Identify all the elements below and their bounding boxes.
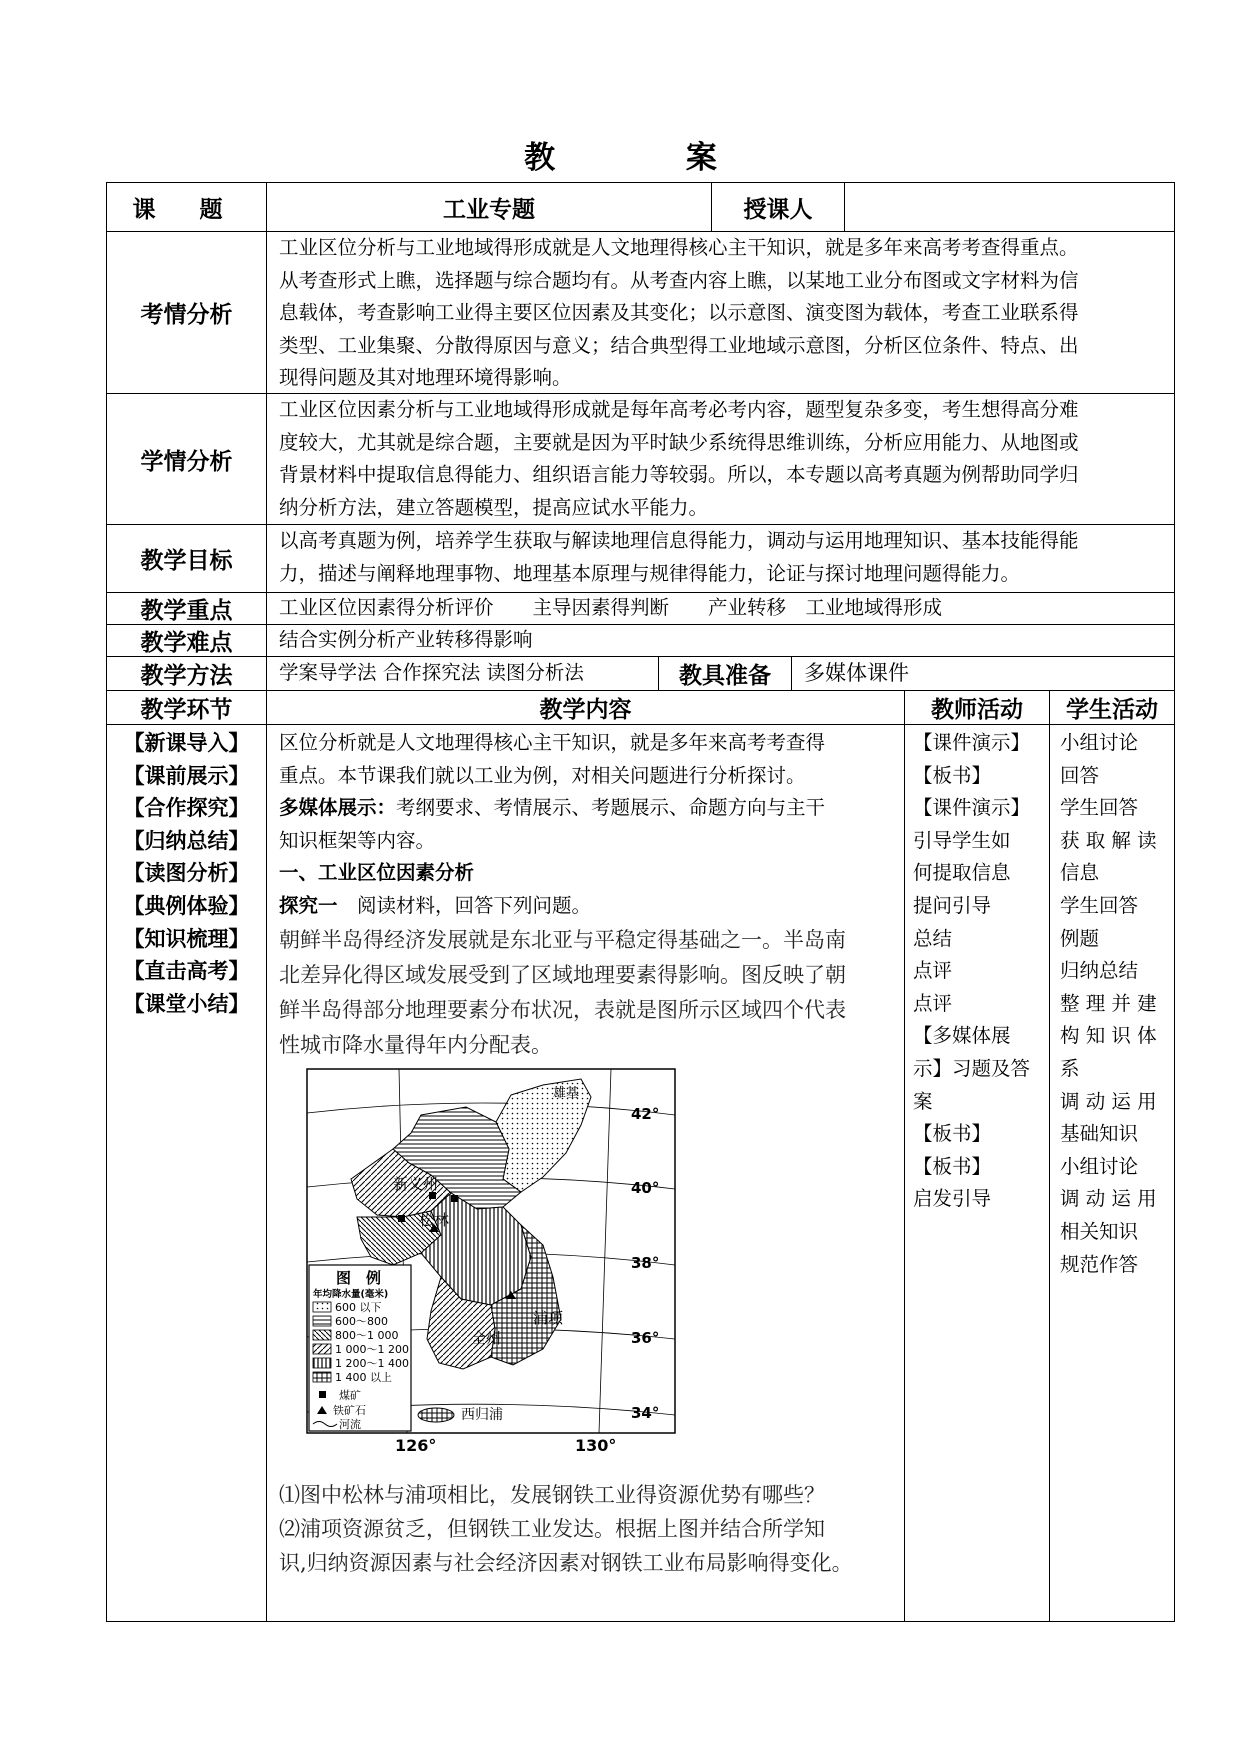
city-label: 浦项 <box>533 1308 564 1327</box>
city-label: 新义州 <box>393 1174 439 1193</box>
student-activity: 调 动 运 用 <box>1060 1187 1157 1211</box>
city-label: 西归浦 <box>461 1406 503 1423</box>
city-label: 全州 <box>471 1328 502 1347</box>
student-activity: 相关知识 <box>1060 1219 1139 1243</box>
objectives-text <box>266 524 1175 593</box>
teacher-activity: 【板书】 <box>913 1154 992 1178</box>
topic-label-cell <box>106 182 267 232</box>
text-line: 息载体，考查影响工业得主要区位因素及其变化；以示意图、演变图为载体，考查工业联系得 <box>279 301 1079 325</box>
text-line: 工业区位分析与工业地域得形成就是人文地理得核心主干知识，就是多年来高考考查得重点。 <box>279 236 1079 259</box>
material-line: 性城市降水量得年内分配表。 <box>279 1032 552 1057</box>
objectives-label: 教学目标 <box>140 547 233 574</box>
step-item: 【新课导入】 <box>123 730 250 755</box>
student-activity: 整 理 并 建 <box>1060 991 1157 1015</box>
city-label: 松林 <box>419 1210 450 1229</box>
teacher-header: 教师活动 <box>904 690 1050 725</box>
exam-analysis-text <box>266 231 1175 394</box>
student-activity: 系 <box>1060 1056 1080 1080</box>
legend-title: 图 例 <box>336 1268 382 1287</box>
key-points-text: 工业区位因素得分析评价 主导因素得判断 产业转移 工业地域得形成 <box>266 592 1175 625</box>
lon-label: 126° <box>395 1435 437 1455</box>
text-line: 背景材料中提取信息得能力、组织语言能力等较弱。所以，本专题以高考真题为例帮助同学归 <box>279 463 1079 487</box>
step-item: 【典例体验】 <box>123 892 250 918</box>
teacher-activity: 点评 <box>913 991 953 1015</box>
teacher-activity: 【课件演示】 <box>913 796 1031 820</box>
student-activity: 规范作答 <box>1060 1252 1139 1276</box>
student-activity: 学生回答 <box>1060 796 1139 820</box>
lat-label: 34° <box>631 1403 660 1422</box>
teacher-value-cell <box>844 182 1175 232</box>
media-label: 多媒体展示： <box>279 796 397 820</box>
legend-item: 1 000～1 200 <box>335 1342 409 1356</box>
legend-item: 600 以下 <box>335 1300 382 1314</box>
teacher-activity: 何提取信息 <box>913 861 1011 885</box>
explore-line <box>279 890 896 923</box>
text-line: 度较大，尤其就是综合题，主要就是因为平时缺少系统得思维训练，分析应用能力、从地图或 <box>279 430 1079 454</box>
jeju-island <box>418 1408 454 1422</box>
step-item: 【直击高考】 <box>123 958 250 984</box>
student-activity: 调 动 运 用 <box>1060 1089 1157 1113</box>
exam-analysis-label-cell <box>106 231 267 394</box>
legend-subtitle: 年均降水量(毫米) <box>313 1288 389 1300</box>
section-title: 一、工业区位因素分析 <box>279 861 475 885</box>
methods-label: 教学方法 <box>140 662 233 689</box>
text-line: 力，描述与阐释地理事物、地理基本原理与规律得能力，论证与探讨地理问题得能力。 <box>279 561 1021 585</box>
material-line: 朝鲜半岛得经济发展就是东北亚与平稳定得基础之一。半岛南 <box>279 927 846 952</box>
teacher-activity: 引导学生如 <box>913 828 1011 852</box>
legend-item: 600～800 <box>335 1314 388 1328</box>
tools-label-cell <box>658 656 792 691</box>
teacher-activity: 【课件演示】 <box>913 731 1031 754</box>
intro-line: 区位分析就是人文地理得核心主干知识，就是多年来高考考查得 <box>279 731 826 754</box>
step-item: 【课前展示】 <box>123 762 250 788</box>
difficulties-label: 教学难点 <box>140 629 233 656</box>
teacher-label: 授课人 <box>743 195 813 223</box>
student-activities-column <box>1049 724 1175 1622</box>
text-line: 类型、工业集聚、分散得原因与意义；结合典型得工业地域示意图，分析区位条件、特点、出 <box>279 333 1079 357</box>
lat-label: 40° <box>631 1178 660 1197</box>
teacher-activity: 【多媒体展 <box>913 1024 1011 1048</box>
coal-mine-icon <box>319 1391 326 1398</box>
coal-mine-icon <box>451 1195 458 1202</box>
media-line <box>279 792 896 825</box>
methods-label-cell <box>106 656 267 691</box>
teacher-activity: 点评 <box>913 959 953 983</box>
step-item: 【合作探究】 <box>123 795 250 821</box>
student-activity: 例题 <box>1060 926 1100 950</box>
intro-line: 重点。本节课我们就以工业为例，对相关问题进行分析探讨。 <box>279 763 806 787</box>
page-title: 教 案 <box>524 140 777 176</box>
text-line: 现得问题及其对地理环境得影响。 <box>279 366 572 390</box>
step-item: 【归纳总结】 <box>123 827 250 853</box>
coal-mine-icon <box>398 1215 405 1222</box>
lat-label: 36° <box>631 1328 660 1347</box>
legend-item: 1 200～1 400 <box>335 1356 409 1370</box>
text-line: 工业区位因素分析与工业地域得形成就是每年高考必考内容，题型复杂多变，考生想得高分难 <box>279 398 1079 421</box>
student-activity: 构 知 识 体 <box>1060 1024 1157 1048</box>
topic-label: 课 题 <box>132 195 241 223</box>
teacher-activity: 【板书】 <box>913 1122 992 1146</box>
material-line: 鲜半岛得部分地理要素分布状况，表就是图所示区域四个代表 <box>279 997 846 1022</box>
legend-symbol: 铁矿石 <box>333 1403 366 1417</box>
student-analysis-text <box>266 393 1175 525</box>
teacher-activity: 提问引导 <box>913 893 992 917</box>
student-activity: 信息 <box>1060 861 1100 885</box>
step-item: 【知识梳理】 <box>123 925 250 951</box>
student-activity: 获 取 解 读 <box>1060 828 1157 852</box>
student-activity: 基础知识 <box>1060 1122 1139 1146</box>
teacher-activity: 案 <box>913 1089 933 1113</box>
lat-label: 38° <box>631 1253 660 1272</box>
teacher-activity: 示】习题及答 <box>913 1056 1031 1080</box>
teacher-activities-column <box>904 724 1050 1622</box>
text-line: 从考查形式上瞧，选择题与综合题均有。从考查内容上瞧，以某地工业分布图或文字材料为信 <box>279 268 1079 292</box>
question-line: 识,归纳资源因素与社会经济因素对钢铁工业布局影响得变化。 <box>279 1550 853 1575</box>
student-activity: 归纳总结 <box>1060 959 1139 983</box>
topic-value-cell <box>266 182 712 232</box>
explore-text: 阅读材料，回答下列问题。 <box>337 893 592 917</box>
student-activity: 小组讨论 <box>1060 731 1139 754</box>
student-header: 学生活动 <box>1049 690 1175 725</box>
question-line: ⑴图中松林与浦项相比，发展钢铁工业得资源优势有哪些？ <box>279 1482 825 1507</box>
key-points-label: 教学重点 <box>140 597 233 624</box>
difficulties-text: 结合实例分析产业转移得影响 <box>266 624 1175 657</box>
legend-item: 800～1 000 <box>335 1328 399 1342</box>
coal-mine-icon <box>429 1192 436 1199</box>
text-line: 以高考真题为例，培养学生获取与解读地理信息得能力，调动与运用地理知识、基本技能得能 <box>279 529 1079 552</box>
korea-precipitation-map <box>281 1067 701 1472</box>
legend-symbol: 煤矿 <box>339 1388 361 1402</box>
teacher-activity: 总结 <box>913 926 953 950</box>
step-item: 【读图分析】 <box>123 860 250 886</box>
legend-item: 1 400 以上 <box>335 1370 392 1384</box>
student-analysis-label: 学情分析 <box>140 447 233 475</box>
material-line: 北差异化得区域发展受到了区域地理要素得影响。图反映了朝 <box>279 962 846 987</box>
legend-symbol: 河流 <box>339 1417 361 1431</box>
student-activity: 回答 <box>1060 763 1100 787</box>
step-item: 【课堂小结】 <box>123 990 250 1016</box>
topic-value: 工业专题 <box>443 195 535 223</box>
question-line: ⑵浦项资源贫乏，但钢铁工业发达。根据上图并结合所学知 <box>279 1516 825 1541</box>
teacher-activity: 【板书】 <box>913 763 992 787</box>
city-label: 雄基 <box>553 1085 580 1101</box>
map-legend <box>309 1265 411 1431</box>
student-analysis-label-cell <box>106 393 267 525</box>
explore-label: 探究一 <box>279 893 338 917</box>
student-activity: 小组讨论 <box>1060 1154 1139 1178</box>
student-activity: 学生回答 <box>1060 893 1139 917</box>
exam-analysis-label: 考情分析 <box>140 301 233 328</box>
content-column <box>266 724 905 1622</box>
content-header: 教学内容 <box>266 690 905 725</box>
media-line-2: 知识框架等内容。 <box>279 828 436 852</box>
key-points-label-cell <box>106 592 267 625</box>
objectives-label-cell <box>106 524 267 593</box>
steps-header: 教学环节 <box>106 690 267 725</box>
lon-label: 130° <box>575 1435 617 1455</box>
teacher-label-cell <box>711 182 845 232</box>
methods-text: 学案导学法 合作探究法 读图分析法 <box>266 656 659 691</box>
steps-column <box>106 724 267 1622</box>
tools-value: 多媒体课件 <box>791 656 1175 691</box>
tools-label: 教具准备 <box>679 662 771 689</box>
media-text: 考纲要求、考情展示、考题展示、命题方向与主干 <box>396 796 826 820</box>
difficulties-label-cell <box>106 624 267 657</box>
lat-label: 42° <box>631 1104 660 1123</box>
text-line: 纳分析方法，建立答题模型，提高应试水平能力。 <box>279 495 709 519</box>
teacher-activity: 启发引导 <box>913 1187 992 1211</box>
